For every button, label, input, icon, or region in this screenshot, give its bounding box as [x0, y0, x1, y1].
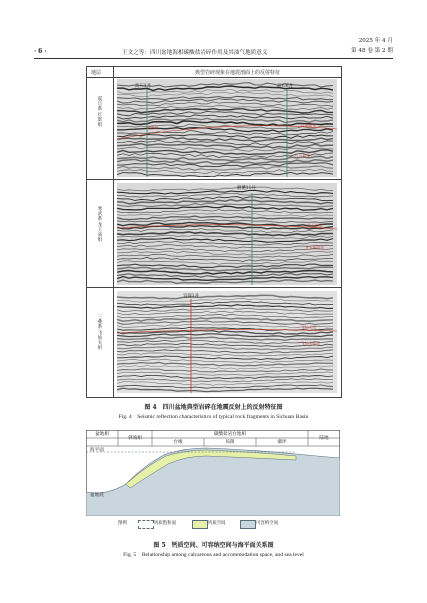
- fig4-stratum-label: 震旦系 灯影组: [97, 97, 103, 129]
- fig4-col-feature: 典型岩碎现象在地震剖面上的反射特征: [195, 70, 281, 76]
- annotation: 飞仙关组: [301, 325, 317, 330]
- annotation: 灯三段顶: [295, 153, 311, 158]
- well-label: 高石1井: [135, 84, 151, 89]
- seismic-section-2: [117, 183, 337, 285]
- annotation: 北西向: [147, 125, 159, 130]
- legend-swatch-accom: [240, 520, 256, 529]
- legend-swatch-calc: [192, 520, 208, 529]
- page-number: · 6 ·: [34, 48, 47, 55]
- annotation: 飞仙关组顶: [301, 341, 320, 346]
- fig5-platform-header: 碳酸盐岩台地相: [213, 432, 247, 437]
- fig5-sub-header: 局限: [225, 440, 235, 445]
- figure-4-caption-en: Fig. 4 Seismic reflection characteristics of typical rock fragments in Sichuan Basin: [118, 414, 309, 420]
- well-label: 磨溪11井: [237, 186, 256, 191]
- fig4-column-divider: [113, 67, 114, 397]
- seismic-panel-longwangmiao: [117, 183, 337, 285]
- figure-4: [86, 66, 342, 398]
- issue-date: 2025 年 4 月: [358, 38, 393, 44]
- fig4-row-divider: [87, 287, 341, 288]
- fig5-basin-header: 盆地相: [95, 432, 109, 437]
- legend-title: 图例: [118, 521, 127, 526]
- issue-volume: 第 48 卷 第 2 期: [351, 48, 393, 54]
- fig4-stratum-label: 寒武系 龙王庙组: [97, 207, 103, 244]
- fig4-row-divider: [87, 179, 341, 180]
- legend-label: 钙质空间: [208, 521, 226, 526]
- well-label: 宜探1井: [183, 294, 199, 299]
- figure-5-caption-en: Fig. 5 Relationship among calcareous and accommodation space, and sea level: [123, 552, 304, 558]
- header-rule: [34, 58, 393, 59]
- fig5-slope-header: 斜坡相: [128, 436, 142, 441]
- running-title: 王文之等：四川盆地海相碳酸盐岩碎作用及其油气地质意义: [122, 50, 268, 56]
- sea-level-label: 海平面: [90, 448, 104, 453]
- basin-floor-label: 盆地底: [90, 493, 104, 498]
- fig5-land-header: 陆地: [319, 436, 329, 441]
- figure-4-caption: 图 4 四川盆地典型岩碎在地震反射上的反射特征图: [144, 404, 283, 411]
- legend-label: 钙质饱和面: [154, 521, 176, 526]
- annotation: 龙王庙组顶: [305, 245, 324, 250]
- figure-5: [86, 430, 340, 516]
- figure-5-caption: 图 5 钙质空间、可容纳空间与海平面关系图: [153, 542, 274, 549]
- legend-swatch-line: [138, 520, 154, 529]
- fig5-sub-header: 潮坪: [277, 440, 287, 445]
- annotation: 灯影组顶: [301, 123, 317, 128]
- fig4-stratum-label: 三叠系 飞仙关组: [97, 315, 103, 352]
- annotation: 龙王庙组: [307, 223, 323, 228]
- fig4-col-stratum: 地层: [91, 70, 102, 76]
- fig5-sub-header: 台缘: [173, 440, 183, 445]
- legend-label: 可容纳空间: [256, 521, 278, 526]
- well-label: 高石6井: [277, 84, 293, 89]
